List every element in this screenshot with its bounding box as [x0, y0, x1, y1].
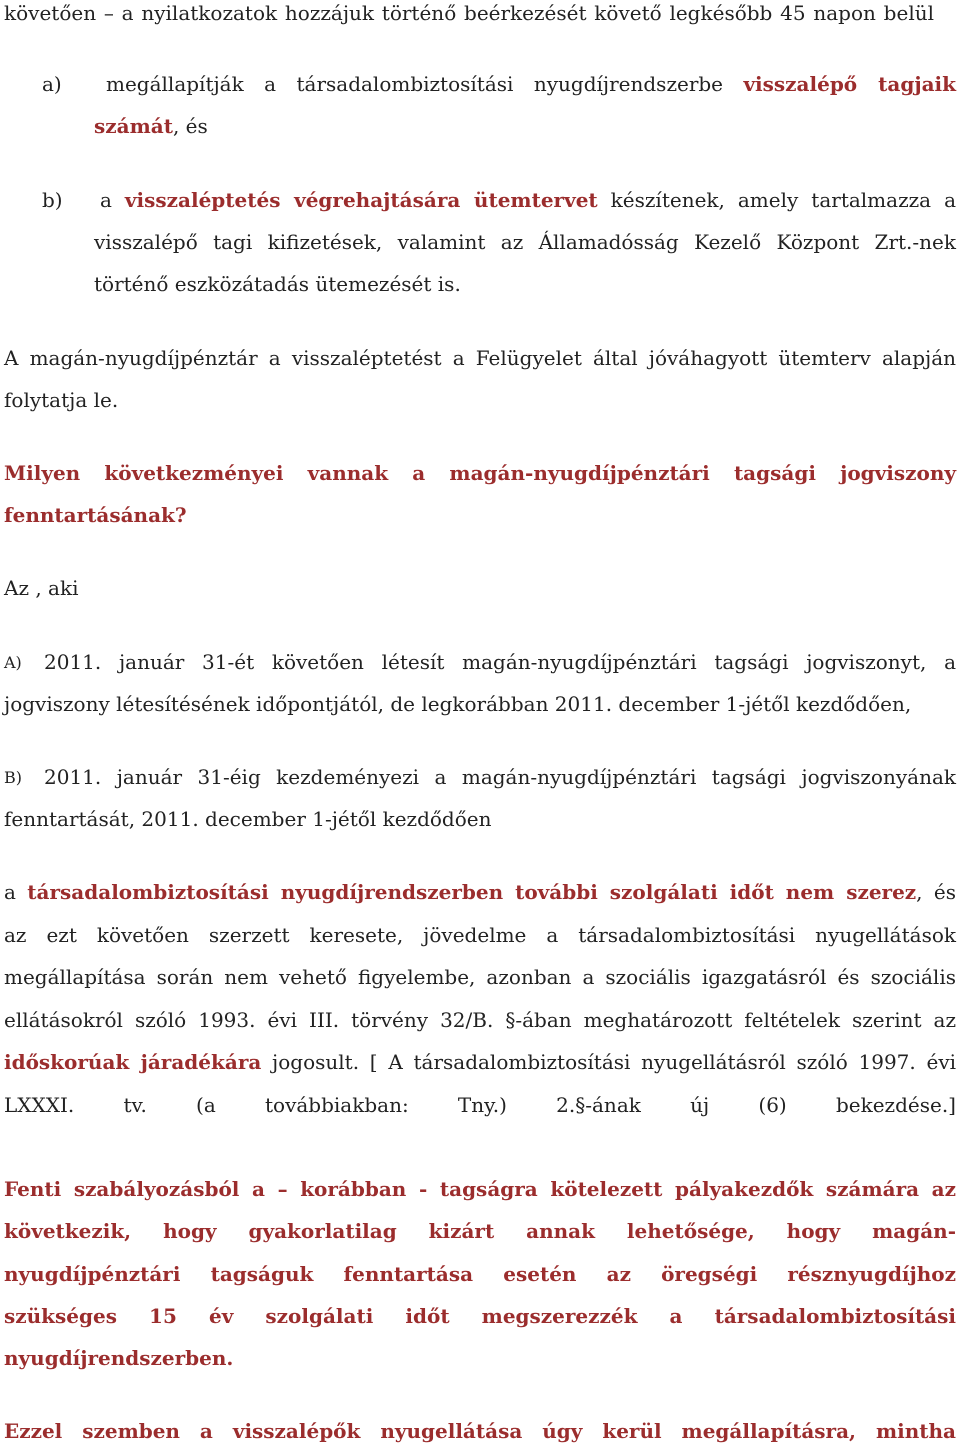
- paragraph-line: Az , aki: [4, 576, 79, 600]
- emphasis-paragraph-line: Fenti szabályozásból a – korábban - tagságra kötelezett pályakezdők számára az: [4, 1177, 956, 1201]
- list-label-A: A): [4, 653, 22, 672]
- list-item-a-line1: [106, 71, 956, 97]
- list-item-A-line2: jogviszony létesítésének időpontjától, de legkorábban 2011. december 1-jétől kezdődően,: [4, 692, 912, 716]
- list-label-B: B): [4, 768, 22, 787]
- highlight-text: időskorúak járadékára: [4, 1050, 262, 1074]
- list-label-a: a): [42, 72, 62, 96]
- paragraph-line: [4, 879, 956, 905]
- text-span: jogosult. [ A társadalombiztosítási nyugellátásról szóló 1997. évi: [261, 1050, 957, 1074]
- paragraph-line: A magán-nyugdíjpénztár a visszaléptetést a Felügyelet által jóváhagyott ütemterv alapján: [4, 346, 956, 370]
- emphasis-paragraph-line: következik, hogy gyakorlatilag kizárt annak lehetősége, hogy magán-: [4, 1219, 956, 1243]
- text-span: készítenek, amely tartalmazza a: [597, 188, 956, 212]
- section-heading: fenntartásának?: [4, 503, 187, 527]
- list-item-a-line2: [94, 113, 208, 139]
- text-span: megállapítják a társadalombiztosítási nyugdíjrendszerbe: [106, 72, 744, 96]
- emphasis-paragraph-line: nyugdíjpénztári tagságuk fenntartása esetén az öregségi résznyugdíjhoz: [4, 1262, 956, 1286]
- paragraph-line: az ezt követően szerzett keresete, jövedelme a társadalombiztosítási nyugellátások: [4, 923, 956, 947]
- list-item-B-line2: fenntartását, 2011. december 1-jétől kezdődően: [4, 807, 492, 831]
- section-heading: Milyen következményei vannak a magán-nyugdíjpénztári tagsági jogviszony: [4, 461, 956, 485]
- text-span: a: [100, 188, 125, 212]
- list-item-B-line1: 2011. január 31-éig kezdeményezi a magán-nyugdíjpénztári tagsági jogviszonyának: [44, 765, 956, 789]
- emphasis-paragraph-line: nyugdíjrendszerben.: [4, 1346, 234, 1370]
- paragraph-line: folytatja le.: [4, 388, 119, 412]
- paragraph-line: ellátásokról szóló 1993. évi III. törvény 32/B. §-ában meghatározott feltételek szerint az: [4, 1008, 956, 1032]
- list-item-b-line3: történő eszközátadás ütemezését is.: [94, 272, 461, 296]
- list-item-b-line2: visszalépő tagi kifizetések, valamint az Államadósság Kezelő Központ Zrt.-nek: [94, 230, 956, 254]
- text-span: , és: [916, 880, 956, 904]
- text-line: követően – a nyilatkozatok hozzájuk történő beérkezését követő legkésőbb 45 napon belül: [4, 1, 934, 25]
- paragraph-line: LXXXI. tv. (a továbbiakban: Tny.) 2.§-ának új (6) bekezdése.]: [4, 1093, 956, 1117]
- text-span: a: [4, 880, 28, 904]
- list-item-b-line1: [100, 187, 956, 213]
- emphasis-paragraph-line: szükséges 15 év szolgálati időt megszerezzék a társadalombiztosítási: [4, 1304, 956, 1328]
- highlight-text: visszaléptetés végrehajtására ütemtervet: [124, 188, 598, 212]
- paragraph-line: [4, 1049, 956, 1075]
- paragraph-line: megállapítása során nem vehető figyelembe, azonban a szociális igazgatásról és szociális: [4, 965, 956, 989]
- text-span: , és: [172, 114, 208, 138]
- highlight-text: visszalépő tagjaik: [743, 72, 956, 96]
- highlight-text: számát: [94, 114, 173, 138]
- list-item-A-line1: 2011. január 31-ét követően létesít magán-nyugdíjpénztári tagsági jogviszonyt, a: [44, 650, 956, 674]
- emphasis-paragraph-line: Ezzel szemben a visszalépők nyugellátása úgy kerül megállapításra, mintha: [4, 1419, 956, 1443]
- list-label-b: b): [42, 188, 63, 212]
- highlight-text: társadalombiztosítási nyugdíjrendszerben további szolgálati időt nem szerez: [27, 880, 917, 904]
